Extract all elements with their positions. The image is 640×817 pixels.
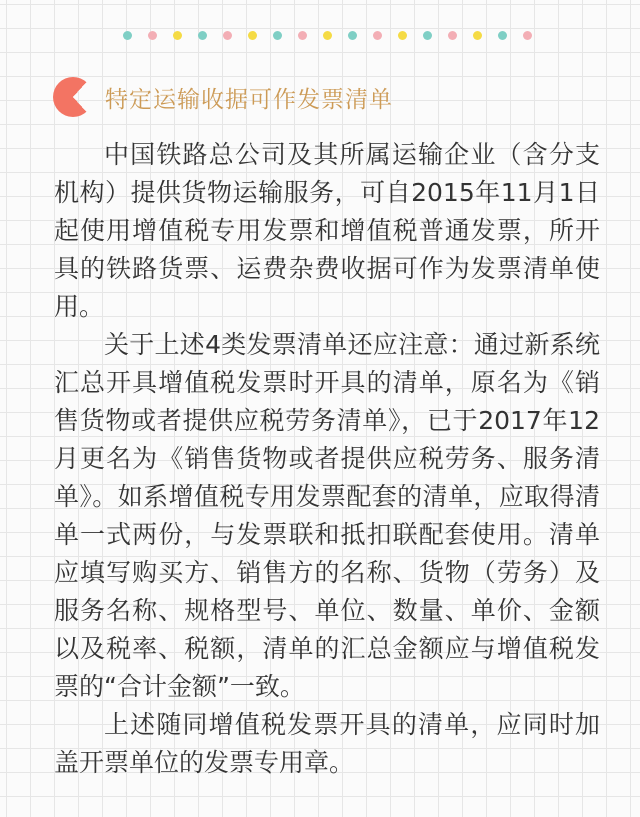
paragraph-railway-receipts: 中国铁路总公司及其所属运输企业（含分支机构）提供货物运输服务，可自2015年11月1日起使用增值税专用发票和增值税普通发票，所开具的铁路货票、运费杂费收据可作为发票清单使用。	[54, 140, 600, 321]
decorative-dot	[248, 31, 257, 40]
decorative-dot	[273, 31, 282, 40]
decorative-dot	[348, 31, 357, 40]
decorative-dot	[423, 31, 432, 40]
section-heading	[53, 75, 393, 119]
decorative-dot	[198, 31, 207, 40]
article-body	[54, 136, 600, 782]
decorative-dot	[498, 31, 507, 40]
decorative-dot	[173, 31, 182, 40]
decorative-dot	[223, 31, 232, 40]
decorative-dot-row	[123, 31, 533, 41]
decorative-dot	[448, 31, 457, 40]
pacman-icon	[53, 77, 93, 117]
paragraph-invoice-list-notes: 关于上述4类发票清单还应注意：通过新系统汇总开具增值税发票时开具的清单，原名为《销售货物或者提供应税劳务清单》，已于2017年12月更名为《销售货物或者提供应税劳务、服务清单》。如系增值税专用发票配套的清单，应取得清单一式两份，与发票联和抵扣联配套使用。清单应填写购买方、销售方的名称、货物（劳务）及服务名称、规格型号、单位、数量、单价、金额以及税率、税额，清单的汇总金额应与增值税发票的“合计金额”一致。	[54, 330, 600, 701]
paragraph-invoice-seal: 上述随同增值税发票开具的清单，应同时加盖开票单位的发票专用章。	[54, 710, 600, 777]
decorative-dot	[373, 31, 382, 40]
decorative-dot	[473, 31, 482, 40]
decorative-dot	[298, 31, 307, 40]
decorative-dot	[148, 31, 157, 40]
section-title: 特定运输收据可作发票清单	[105, 86, 393, 113]
decorative-dot	[123, 31, 132, 40]
decorative-dot	[398, 31, 407, 40]
decorative-dot	[523, 31, 532, 40]
decorative-dot	[323, 31, 332, 40]
